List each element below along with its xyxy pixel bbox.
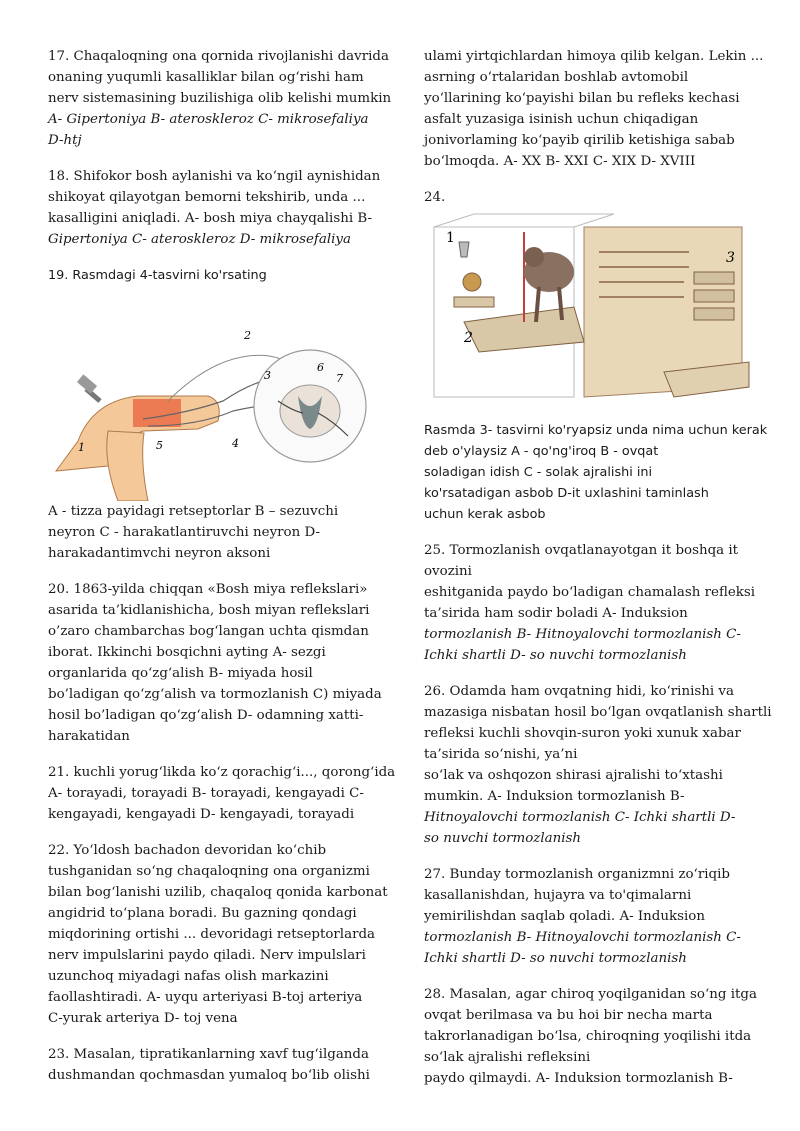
q20-line: o’zaro chambarchas bog‘langan uchta qismdan [48, 624, 369, 639]
q18-line: kasalligini aniqladi. A- bosh miya chayqalishi B- [48, 211, 372, 226]
q19-opt-line: harakadantimvchi neyron aksoni [48, 546, 271, 561]
q22-line: faollashtiradi. A- uyqu arteriyasi B-toj arteriya [48, 990, 363, 1005]
q26-line: ta’sirida so‘nishi, ya’ni [424, 747, 578, 762]
q24-line: deb o'ylaysiz A - qo'ng'iroq B - ovqat [424, 444, 659, 459]
q18-line: shikoyat qilayotgan bemorni tekshirib, unda ... [48, 190, 366, 205]
q18-line: Gipertoniya C- ateroskleroz D- mikrosefaliya [48, 232, 351, 247]
q23-line: 23. Masalan, tipratikanlarning xavf tug‘ilganda [48, 1047, 369, 1062]
question-19-options [48, 501, 378, 564]
q17-line: A- Gipertoniya B- ateroskleroz C- mikrosefaliya [48, 112, 369, 127]
q26-line: mumkin. A- Induksion tormozlanish B- [424, 789, 685, 804]
question-18 [48, 166, 381, 250]
question-19-title [48, 265, 378, 286]
q20-line: organlarida qo‘zg‘alish B- miyada hosil [48, 666, 313, 681]
question-26 [424, 681, 772, 849]
pavlov-experiment-figure [424, 212, 754, 412]
q22-line: C-yurak arteriya D- toj vena [48, 1011, 238, 1026]
question-24-number [424, 187, 754, 208]
q27-line: tormozlanish B- Hitnoyalovchi tormozlanish C- [424, 930, 741, 945]
q26-line: refleksi kuchli shovqin-suron yoki xunuk xabar [424, 726, 741, 741]
q18-line: 18. Shifokor bosh aylanishi va ko‘ngil aynishidan [48, 169, 381, 184]
q26-line: 26. Odamda ham ovqatning hidi, ko‘rinishi va [424, 684, 734, 699]
q28-line: takrorlanadigan bo‘lsa, chiroqning yoqilishi itda [424, 1029, 752, 1044]
q24-line: uchun kerak asbob [424, 507, 546, 522]
reflex-arc-figure [48, 301, 378, 501]
left-column [48, 46, 396, 1101]
q25-line: Ichki shartli D- so nuvchi tormozlanish [424, 648, 687, 663]
q22-line: nerv impulslarini paydo qiladi. Nerv impulslari [48, 948, 366, 963]
q23-line: dushmandan qochmasdan yumaloq bo‘lib olishi [48, 1068, 370, 1083]
question-23-continued [424, 46, 764, 172]
q21-line: A- torayadi, torayadi B- torayadi, kengayadi C- [48, 786, 364, 801]
q20-line: bo’ladigan qo‘zg‘alish va tormozlanish C) miyada [48, 687, 382, 702]
fig24-label-1: 1 [446, 230, 455, 246]
q23-cont-line: jonivorlaming ko‘payib qirilib ketishiga sabab [424, 133, 735, 148]
q24-line: Rasmda 3- tasvirni ko'ryapsiz unda nima uchun kerak [424, 423, 768, 438]
q26-line: mazasiga nisbatan hosil bo‘lgan ovqatlanish shartli [424, 705, 772, 720]
question-25 [424, 540, 754, 666]
q24-line: soladigan idish C - solak ajralishi ini [424, 465, 653, 480]
q22-line: 22. Yo‘ldosh bachadon devoridan ko‘chib [48, 843, 327, 858]
fig19-label-4: 4 [232, 437, 239, 450]
question-24 [424, 420, 768, 525]
q20-line: iborat. Ikkinchi bosqichni ayting A- sezgi [48, 645, 326, 660]
fig24-label-2: 2 [464, 330, 473, 346]
q21-line: kengayadi, kengayadi D- kengayadi, torayadi [48, 807, 355, 822]
q26-line: so nuvchi tormozlanish [424, 831, 581, 846]
q20-line: hosil bo’ladigan qo‘zg‘alish D- odamning xatti- [48, 708, 364, 723]
q28-line: ovqat berilmasa va bu hoi bir necha marta [424, 1008, 713, 1023]
q28-line: paydo qilmaydi. A- Induksion tormozlanish B- [424, 1071, 733, 1086]
q19-opt-line: A - tizza payidagi retseptorlar B – sezuvchi [48, 504, 339, 519]
q22-line: angidrid to‘plana boradi. Bu gazning qondagi [48, 906, 357, 921]
q20-line: harakatidan [48, 729, 130, 744]
q23-cont-line: yo‘llarining ko‘payishi bilan bu refleks kechasi [424, 91, 740, 106]
q19-title: 19. Rasmdagi 4-tasvirni ko'rsating [48, 268, 267, 283]
question-22 [48, 840, 388, 1029]
q24-line: ko'rsatadigan asbob D-it uxlashini taminlash [424, 486, 709, 501]
q23-cont-line: asrning o‘rtalaridan boshlab avtomobil [424, 70, 689, 85]
q24-number: 24. [424, 190, 446, 205]
q22-line: uzunchoq miyadagi nafas olish markazini [48, 969, 329, 984]
q20-line: 20. 1863-yilda chiqqan «Bosh miya reflekslari» [48, 582, 368, 597]
question-17 [48, 46, 392, 151]
fig19-label-5: 5 [156, 439, 163, 452]
right-column [424, 46, 772, 1104]
question-21 [48, 762, 396, 825]
fig19-label-3: 3 [264, 369, 271, 382]
q27-line: kasallanishdan, hujayra va to'qimalarni [424, 888, 692, 903]
q21-line: 21. kuchli yorug‘likda ko‘z qorachig‘i..., qorong‘ida [48, 765, 396, 780]
fig19-label-2: 2 [244, 329, 251, 342]
q17-line: 17. Chaqaloqning ona qornida rivojlanishi davrida [48, 49, 389, 64]
q17-line: onaning yuqumli kasalliklar bilan og‘rishi ham [48, 70, 364, 85]
q20-line: asarida ta’kidlanishicha, bosh miyan reflekslari [48, 603, 370, 618]
fig19-label-6: 6 [317, 361, 324, 374]
question-27 [424, 864, 754, 969]
q27-line: 27. Bunday tormozlanish organizmni zo‘riqib [424, 867, 730, 882]
q22-line: tushganidan so‘ng chaqaloqning ona organizmi [48, 864, 370, 879]
q22-line: miqdorining ortishi ... devoridagi retseptorlarda [48, 927, 376, 942]
q22-line: bilan bog‘lanishi uzilib, chaqaloq qonida karbonat [48, 885, 388, 900]
q17-line: nerv sistemasining buzilishiga olib kelishi mumkin [48, 91, 392, 106]
q25-line: ovozini [424, 564, 472, 579]
q17-line: D-htj [48, 133, 82, 148]
q27-line: Ichki shartli D- so nuvchi tormozlanish [424, 951, 687, 966]
q27-line: yemirilishdan saqlab qoladi. A- Induksion [424, 909, 705, 924]
q28-line: 28. Masalan, agar chiroq yoqilganidan so‘ng itga [424, 987, 757, 1002]
q26-line: so‘lak va oshqozon shirasi ajralishi to‘xtashi [424, 768, 723, 783]
fig24-label-3: 3 [726, 250, 735, 266]
q25-line: ta’sirida ham sodir boladi A- Induksion [424, 606, 688, 621]
q23-cont-line: bo‘lmoqda. A- XX B- XXI C- XIX D- XVIII [424, 154, 696, 169]
q26-line: Hitnoyalovchi tormozlanish C- Ichki shartli D- [424, 810, 736, 825]
fig19-label-7: 7 [336, 372, 343, 385]
q25-line: eshitganida paydo bo‘ladigan chamalash refleksi [424, 585, 756, 600]
question-23 [48, 1044, 378, 1086]
q23-cont-line: asfalt yuzasiga isinish uchun chiqadigan [424, 112, 699, 127]
q25-line: tormozlanish B- Hitnoyalovchi tormozlanish C- [424, 627, 741, 642]
question-20 [48, 579, 382, 747]
q25-line: 25. Tormozlanish ovqatlanayotgan it boshqa it [424, 543, 739, 558]
q23-cont-line: ulami yirtqichlardan himoya qilib kelgan. Lekin ... [424, 49, 764, 64]
question-28 [424, 984, 757, 1089]
q28-line: so‘lak ajralishi refleksini [424, 1050, 591, 1065]
fig19-label-1: 1 [78, 441, 85, 454]
q19-opt-line: neyron C - harakatlantiruvchi neyron D- [48, 525, 320, 540]
